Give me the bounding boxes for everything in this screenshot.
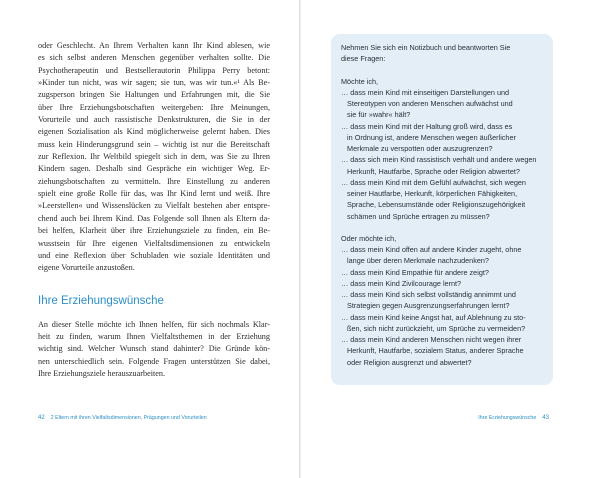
question-line: in Ordnung ist, andere Menschen wegen äußerlicher	[341, 132, 516, 142]
box-intro-line: diese Fragen:	[341, 54, 386, 64]
group-2-questions	[341, 244, 544, 368]
left-page	[38, 40, 270, 380]
box-intro-line: Nehmen Sie sich ein Notizbuch und beantworten Sie	[341, 43, 511, 52]
body-line: ziehungsbotschaften zu vermitteln. Ihre Einstellung zu anderen	[38, 176, 270, 186]
body-line: zur Reflexion. Ihr Weltbild spiegelt sich in dem, was Sie zu Ihren	[38, 152, 270, 162]
left-page-number: 42	[38, 415, 45, 421]
question-line: Merkmale zu verspotten oder auszugrenzen?	[341, 144, 493, 153]
body-line: »Leerstellen« und Wissenslücken zu Vielfalt bestehen aber entspre-	[38, 201, 270, 211]
right-page-number: 43	[542, 415, 549, 421]
body-line: heit zu finden, warum Ihnen Vielfaltsthemen in der Erziehung	[38, 331, 270, 341]
question-box	[331, 34, 553, 385]
question-line: Herkunft, Hautfarbe, Sprache oder Religion abwertet?	[341, 166, 520, 176]
body-line: nen unterschiedlich sein. Folgende Fragen unterstützen Sie dabei,	[38, 356, 270, 366]
question-line: … dass mein Kind mit einseitigen Darstellungen und	[341, 87, 510, 97]
page-gutter	[299, 0, 301, 478]
right-running-head: Ihre Erziehungswünsche	[478, 415, 537, 421]
right-page	[331, 34, 553, 385]
body-line: spielt eine große Rolle für das, was Ihr Kind lernt und weiß. Ihre	[38, 189, 270, 199]
box-spacer	[341, 222, 544, 233]
question-line: oder Religion ausgrenzt und abwertet?	[341, 357, 472, 367]
question-line: Sprache, Lebensumstände oder Religionszugehörigkeit	[341, 200, 526, 210]
question-line: sie für »wahr« hält?	[341, 110, 411, 120]
footer-right	[478, 415, 549, 421]
body-line: zugsperson bringen Sie Haltungen und Erfahrungen mit, die Sie	[38, 90, 270, 100]
footer-left	[38, 415, 207, 421]
body-line: Kindern sagen. Deshalb sind Gespräche ein wichtiger Weg. Er-	[38, 164, 270, 174]
body-line: wichtig sind. Welcher Wunsch stand dahinter? Die Gründe kön-	[38, 344, 270, 354]
body-line: muss kein Hinderungsgrund sein – wichtig ist nur die Bereitschaft	[38, 139, 270, 149]
question-line: … dass mein Kind mit der Haltung groß wird, dass es	[341, 121, 513, 131]
question-line: … dass sich mein Kind rassistisch verhält und andere wegen	[341, 155, 537, 165]
section-heading: Ihre Erziehungswünsche	[38, 294, 164, 307]
group-1-questions	[341, 87, 544, 222]
question-line: seiner Hautfarbe, Herkunft, körperlichen Fähigkeiten,	[341, 189, 518, 198]
body-line: An dieser Stelle möchte ich Ihnen helfen, für sich nochmals Klar-	[38, 319, 270, 329]
box-spacer	[341, 65, 544, 76]
question-line: ßen, sich nicht zurückzieht, um Sprüche zu vermeiden?	[341, 323, 526, 333]
body-line: wusstsein für Ihre eigenen Vielfaltsdimensionen zu entwickeln	[38, 238, 270, 248]
body-line: eigenen Sozialisation als Kind möglicherweise gelernt haben. Dies	[38, 127, 270, 137]
question-line: lange über deren Merkmale nachzudenken?	[341, 256, 489, 266]
question-line: … dass mein Kind Empathie für andere zeigt?	[341, 267, 489, 277]
question-line: … dass mein Kind offen auf andere Kinder zugeht, ohne	[341, 245, 522, 254]
body-line: chend auch bei Ihrem Kind. Das Folgende soll Ihnen als Eltern da-	[38, 213, 270, 223]
question-line: … dass mein Kind Zivilcourage lernt?	[341, 278, 462, 288]
question-line: Stereotypen von anderen Menschen aufwächst und	[341, 99, 513, 108]
question-line: … dass mein Kind mit dem Gefühl aufwächst, sich wegen	[341, 177, 526, 187]
question-line: Herkunft, Hautfarbe, sozialem Status, anderer Sprache	[341, 346, 524, 356]
box-intro	[341, 42, 544, 65]
question-line: schämen und Sprüche ertragen zu müssen?	[341, 211, 490, 221]
body-line: »Kinder tun nicht, was wir sagen; sie tun, was wir tun.«¹ Als Be-	[38, 78, 270, 88]
question-line: Strategien gegen Ausgrenzungserfahrungen lernt?	[341, 301, 510, 311]
body-line: über Ihre Erziehungsbotschaften weitergeben: Ihre Meinungen,	[38, 102, 270, 112]
question-line: … dass mein Kind sich selbst vollständig annimmt und	[341, 290, 516, 299]
body-line: bei helfen, Klarheit über ihre Erziehungsziele zu finden, ein Be-	[38, 226, 270, 236]
left-running-head: 2 Eltern mit ihren Vielfaltsdimensionen, Prägungen und Vorurteilen	[50, 415, 207, 421]
body-line: Psychotherapeutin und Bestsellerautorin Philippa Perry betont:	[38, 65, 270, 75]
body-line: und eine Reflexion über Schubladen wie soziale Identitäten und	[38, 250, 270, 260]
group-2-label: Oder möchte ich,	[341, 233, 397, 243]
body-line: oder Geschlecht. An Ihrem Verhalten kann Ihr Kind ablesen, wie	[38, 41, 270, 50]
question-line: … dass mein Kind keine Angst hat, auf Ablehnung zu sto-	[341, 312, 526, 322]
body-line: Vorurteile und auch rassistische Denkstrukturen, die Sie in der	[38, 115, 270, 125]
body-line: eigene Vorurteile anzustoßen.	[38, 263, 135, 273]
body-paragraph-2	[38, 319, 270, 381]
body-line: Ihre Erziehungsziele herauszuarbeiten.	[38, 368, 166, 378]
body-paragraph-1	[38, 40, 270, 275]
question-line: … dass mein Kind anderen Menschen nicht wegen ihrer	[341, 335, 522, 344]
body-line: es sich selbst anderen Menschen gegenüber verhalten sollte. Die	[38, 53, 270, 63]
group-1-label: Möchte ich,	[341, 76, 379, 86]
